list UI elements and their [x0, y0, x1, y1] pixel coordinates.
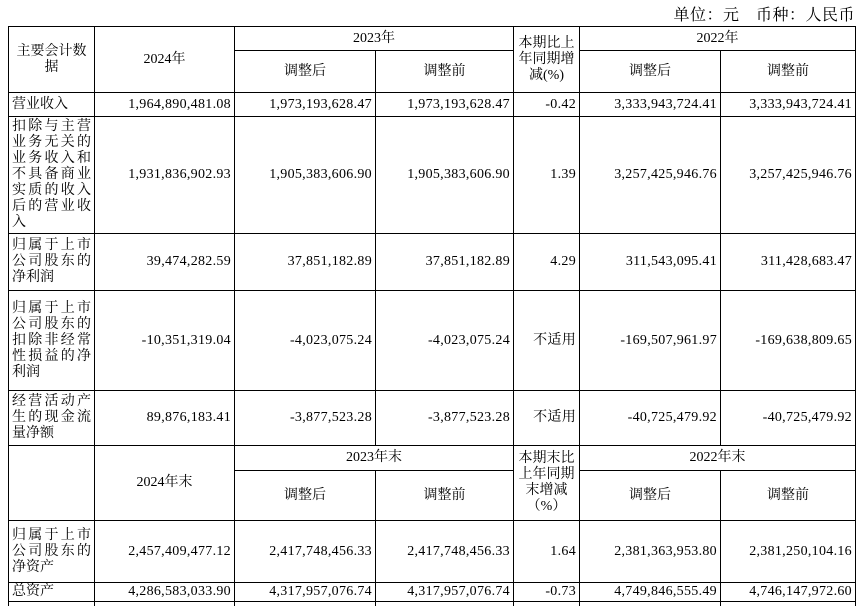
cell-value: 4,317,957,076.74: [235, 583, 376, 602]
cell-value: -0.42: [514, 93, 580, 117]
cell-value: 311,428,683.47: [721, 234, 856, 291]
cell-value: 4,749,846,555.49: [580, 583, 721, 602]
cell-value: 89,876,183.41: [95, 391, 235, 446]
table-row-net-assets-attributable: [9, 521, 856, 583]
cell-value: -4,023,075.24: [235, 291, 376, 391]
table-row-total-assets: [9, 583, 856, 602]
cell-value: 39,474,282.59: [95, 234, 235, 291]
cell-value: 37,851,182.89: [376, 234, 514, 291]
cell-value: 不适用: [514, 291, 580, 391]
header-year-2024: 2024年: [95, 27, 235, 93]
cell-value: -3,877,523.28: [235, 391, 376, 446]
table-row-partial-clipped: [9, 602, 856, 606]
table-row-revenue-excl-non-core: [9, 117, 856, 234]
cell-value: 3,333,943,724.41: [580, 93, 721, 117]
cell-value: 4,317,957,076.74: [376, 583, 514, 602]
cell-value: -3,877,523.28: [376, 391, 514, 446]
cell-value: -169,507,961.97: [580, 291, 721, 391]
header-2022-pre-adjust: 调整前: [721, 51, 856, 93]
cell-value: 1,905,383,606.90: [235, 117, 376, 234]
table-row-net-profit-excl-non-recurring: [9, 291, 856, 391]
table-row-net-profit-attributable: [9, 234, 856, 291]
cell-value: -40,725,479.92: [721, 391, 856, 446]
cell-value: -0.73: [514, 583, 580, 602]
header-yearend-2022-pre-adjust: 调整前: [721, 471, 856, 521]
row-label: 归属于上市公司股东的净利润: [9, 234, 95, 291]
cell-value: 2,417,748,456.33: [235, 521, 376, 583]
unit-currency-note: 单位：元 币种：人民币: [673, 7, 855, 24]
header-yearend-2023: 2023年末: [235, 446, 514, 471]
row-label: 扣除与主营业务无关的业务收入和不具备商业实质的收入后的营业收入: [9, 117, 95, 234]
cell-value: -4,023,075.24: [376, 291, 514, 391]
cell-value: 1,973,193,628.47: [376, 93, 514, 117]
header-yoy-change-pct: 本期比上年同期增减(%): [514, 27, 580, 93]
header-yearend-2022: 2022年末: [580, 446, 856, 471]
cell-value: -10,351,319.04: [95, 291, 235, 391]
cell-value: 2,381,250,104.16: [721, 521, 856, 583]
cell-value: 3,333,943,724.41: [721, 93, 856, 117]
cell-value: 4,746,147,972.60: [721, 583, 856, 602]
header-2022-adjusted: 调整后: [580, 51, 721, 93]
row-label: 归属于上市公司股东的净资产: [9, 521, 95, 583]
table-row-operating-cash-flow: [9, 391, 856, 446]
cell-value: 不适用: [514, 391, 580, 446]
cell-value: 3,257,425,946.76: [580, 117, 721, 234]
table-header-row-annual-group: [9, 27, 856, 51]
header-main-indicators: 主要会计数据: [9, 27, 95, 93]
cell-value: 1,964,890,481.08: [95, 93, 235, 117]
cell-value: 1.64: [514, 521, 580, 583]
row-label: 总资产: [9, 583, 95, 602]
cell-value: -169,638,809.65: [721, 291, 856, 391]
cell-value: 4,286,583,033.90: [95, 583, 235, 602]
header-year-2023: 2023年: [235, 27, 514, 51]
cell-value: 311,543,095.41: [580, 234, 721, 291]
cell-value: 37,851,182.89: [235, 234, 376, 291]
header-yearend-2022-adjusted: 调整后: [580, 471, 721, 521]
row-label: 归属于上市公司股东的扣除非经常性损益的净利润: [9, 291, 95, 391]
row-label: [9, 602, 95, 606]
cell-value: [580, 602, 721, 606]
cell-value: 1,905,383,606.90: [376, 117, 514, 234]
header-2023-adjusted: 调整后: [235, 51, 376, 93]
header-empty: [9, 446, 95, 521]
header-yearend-2023-adjusted: 调整后: [235, 471, 376, 521]
table-row-operating-revenue: [9, 93, 856, 117]
header-2023-pre-adjust: 调整前: [376, 51, 514, 93]
table-header-row-yearend-group: [9, 446, 856, 471]
key-financials-table: [8, 26, 856, 606]
header-yearend-2023-pre-adjust: 调整前: [376, 471, 514, 521]
cell-value: [514, 602, 580, 606]
header-year-2022: 2022年: [580, 27, 856, 51]
header-yearend-change-pct: 本期末比上年同期末增减（%）: [514, 446, 580, 521]
cell-value: 2,457,409,477.12: [95, 521, 235, 583]
cell-value: 1,973,193,628.47: [235, 93, 376, 117]
row-label: 营业收入: [9, 93, 95, 117]
cell-value: -40,725,479.92: [580, 391, 721, 446]
cell-value: 3,257,425,946.76: [721, 117, 856, 234]
cell-value: 2,417,748,456.33: [376, 521, 514, 583]
cell-value: [721, 602, 856, 606]
cell-value: 2,381,363,953.80: [580, 521, 721, 583]
cell-value: [95, 602, 235, 606]
row-label: 经营活动产生的现金流量净额: [9, 391, 95, 446]
cell-value: 1.39: [514, 117, 580, 234]
header-yearend-2024: 2024年末: [95, 446, 235, 521]
cell-value: [376, 602, 514, 606]
cell-value: 4.29: [514, 234, 580, 291]
cell-value: 1,931,836,902.93: [95, 117, 235, 234]
cell-value: [235, 602, 376, 606]
